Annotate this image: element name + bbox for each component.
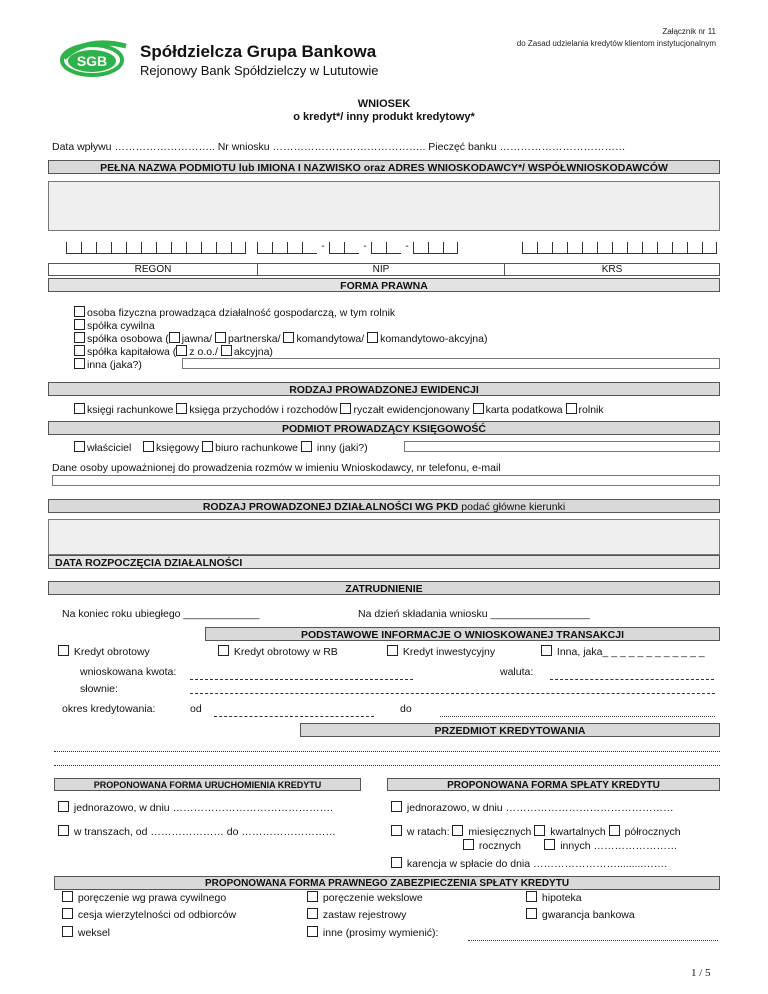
section-transaction: PODSTAWOWE INFORMACJE O WNIOSKOWANEJ TRANSAKCJI xyxy=(205,627,720,641)
section-disbursement: PROPONOWANA FORMA URUCHOMIENIA KREDYTU xyxy=(54,778,361,791)
sgb-logo-icon xyxy=(56,38,130,78)
sec-item-8 xyxy=(307,926,438,939)
rep-installments xyxy=(391,825,681,838)
sec-other-field[interactable] xyxy=(468,940,718,941)
records-checkbox-1[interactable] xyxy=(74,403,85,414)
credit-type-4-label: Inna, jaka_ _ _ _ _ _ _ _ _ _ _ _ xyxy=(556,646,705,658)
disb-once-checkbox[interactable] xyxy=(58,801,69,812)
records-checkbox-5[interactable] xyxy=(566,403,577,414)
authorized-label: Dane osoby upoważnionej do prowadzenia rozmów w imieniu Wnioskodawcy, nr telefonu, e-mail xyxy=(52,462,501,474)
words-field[interactable] xyxy=(190,693,715,694)
form-subtitle: o kredyt*/ inny produkt kredytowy* xyxy=(293,111,475,123)
sec-checkbox-7[interactable] xyxy=(62,926,73,937)
bank-name: Spółdzielcza Grupa Bankowa xyxy=(140,42,377,61)
annex-note xyxy=(517,26,716,50)
sec-label-7: weksel xyxy=(77,927,111,939)
sec-label-3: hipoteka xyxy=(541,892,582,904)
rep-installments-checkbox[interactable] xyxy=(391,825,402,836)
legal-f4-label: spółka kapitałowa ( xyxy=(87,346,177,358)
rep-quarterly-label: kwartalnych xyxy=(550,826,606,838)
credit-type-4 xyxy=(541,645,705,658)
logo-text: SGB xyxy=(76,53,108,69)
accounting-label-2: księgowy xyxy=(156,442,200,454)
records-checkbox-4[interactable] xyxy=(473,403,484,414)
regon-label: REGON xyxy=(49,264,258,275)
komandytowa-checkbox[interactable] xyxy=(283,332,294,343)
disb-once-label: jednorazowo, w dniu ………………………………………. xyxy=(73,802,333,814)
akcyjna-checkbox[interactable] xyxy=(221,345,232,356)
rep-other-checkbox[interactable] xyxy=(544,839,555,850)
legal-f4-checkbox[interactable] xyxy=(74,345,85,356)
rep-monthly-label: miesięcznych xyxy=(468,826,532,838)
section-accounting: PODMIOT PROWADZĄCY KSIĘGOWOŚĆ xyxy=(48,421,720,435)
ska-checkbox[interactable] xyxy=(367,332,378,343)
rep-installments-label: w ratach: xyxy=(406,826,450,838)
section-subject: PRZEDMIOT KREDYTOWANIA xyxy=(300,723,720,737)
rep-once xyxy=(391,801,674,814)
credit-type-2 xyxy=(218,645,338,658)
legal-f5-checkbox[interactable] xyxy=(74,358,85,369)
applicant-field[interactable] xyxy=(48,181,720,231)
rep-grace-label: karencja w spłacie do dnia …………………….........……. xyxy=(406,858,668,870)
records-label-1: księgi rachunkowe xyxy=(87,404,174,416)
records-checkbox-2[interactable] xyxy=(176,403,187,414)
rep-once-checkbox[interactable] xyxy=(391,801,402,812)
subject-line-2[interactable] xyxy=(54,765,720,766)
legal-f1-checkbox[interactable] xyxy=(74,306,85,317)
disb-tranches-checkbox[interactable] xyxy=(58,825,69,836)
rep-installments-2 xyxy=(463,839,677,852)
rep-monthly-checkbox[interactable] xyxy=(452,825,463,836)
subject-line-1[interactable] xyxy=(54,751,720,752)
records-label-5: rolnik xyxy=(578,404,604,416)
id-labels xyxy=(48,263,720,276)
sec-item-1 xyxy=(62,891,226,904)
accounting-checkbox-2[interactable] xyxy=(143,441,154,452)
section-records: RODZAJ PROWADZONEJ EWIDENCJI xyxy=(48,382,720,396)
legal-f5-label: inna (jaka?) xyxy=(87,359,142,371)
records-label-3: ryczałt ewidencjonowany xyxy=(353,404,470,416)
section-legal-form: FORMA PRAWNA xyxy=(48,278,720,292)
rep-grace xyxy=(391,857,667,870)
accounting-checkbox-4[interactable] xyxy=(301,441,312,452)
akcyjna-label: akcyjna) xyxy=(233,346,273,358)
employment-end-year: Na koniec roku ubiegłego _____________ xyxy=(62,608,260,620)
annex-line-2: do Zasad udzielania kredytów klientom instytucjonalnym xyxy=(516,39,716,48)
nip-label: NIP xyxy=(258,264,505,275)
records-checkbox-3[interactable] xyxy=(340,403,351,414)
credit-type-3-checkbox[interactable] xyxy=(387,645,398,656)
period-from-field[interactable] xyxy=(214,716,374,717)
credit-type-2-label: Kredyt obrotowy w RB xyxy=(233,646,338,658)
credit-type-1-label: Kredyt obrotowy xyxy=(73,646,150,658)
employment-on-date: Na dzień składania wniosku _________________ xyxy=(358,608,590,620)
partnerska-label: partnerska/ xyxy=(228,333,284,345)
legal-f2-checkbox[interactable] xyxy=(74,319,85,330)
sec-label-8: inne (prosimy wymienić): xyxy=(322,927,439,939)
records-label-2: księga przychodów i rozchodów xyxy=(189,404,338,416)
accounting-options xyxy=(74,441,368,454)
rep-quarterly-checkbox[interactable] xyxy=(534,825,545,836)
pkd-field[interactable] xyxy=(48,519,720,555)
rep-grace-checkbox[interactable] xyxy=(391,857,402,868)
section-start-date: DATA ROZPOCZĘCIA DZIAŁALNOŚCI xyxy=(48,555,720,569)
credit-type-2-checkbox[interactable] xyxy=(218,645,229,656)
sec-item-4 xyxy=(62,908,236,921)
disb-once xyxy=(58,801,333,814)
section-pkd xyxy=(48,499,720,513)
section-applicant: PEŁNA NAZWA PODMIOTU lub IMIONA I NAZWISKO oraz ADRES WNIOSKODAWCY*/ WSPÓŁWNIOSKODAWCÓW xyxy=(48,160,720,174)
jawna-checkbox[interactable] xyxy=(169,332,180,343)
rep-annual-label: rocznych xyxy=(478,840,521,852)
nip-cells[interactable]: - - - xyxy=(257,242,458,254)
ska-label: komandytowo-akcyjna) xyxy=(380,333,488,345)
sec-checkbox-6[interactable] xyxy=(526,908,537,919)
jawna-label: jawna/ xyxy=(181,333,215,345)
period-from-label: od xyxy=(190,703,202,715)
zoo-checkbox[interactable] xyxy=(176,345,187,356)
krs-cells[interactable] xyxy=(522,242,717,254)
sec-item-3 xyxy=(526,891,582,904)
section-security: PROPONOWANA FORMA PRAWNEGO ZABEZPIECZENIA SPŁATY KREDYTU xyxy=(54,876,720,890)
pkd-title: RODZAJ PROWADZONEJ DZIAŁALNOŚCI WG PKD xyxy=(202,501,459,513)
sec-checkbox-5[interactable] xyxy=(307,908,318,919)
period-to-label: do xyxy=(400,703,412,715)
legal-f2-label: spółka cywilna xyxy=(87,320,155,332)
words-label: słownie: xyxy=(80,683,118,695)
records-options xyxy=(74,403,604,416)
disb-tranches xyxy=(58,825,336,838)
section-employment: ZATRUDNIENIE xyxy=(48,581,720,595)
annex-line-1: Załącznik nr 11 xyxy=(662,27,716,36)
form-title: WNIOSEK xyxy=(357,98,411,110)
records-label-4: karta podatkowa xyxy=(485,404,563,416)
bank-branch: Rejonowy Bank Spółdzielczy w Lututowie xyxy=(140,63,379,78)
amount-field[interactable] xyxy=(190,679,413,680)
sec-item-5 xyxy=(307,908,406,921)
legal-other-field[interactable] xyxy=(182,358,720,369)
accounting-other-field[interactable] xyxy=(404,441,720,452)
sec-item-7 xyxy=(62,926,110,939)
sec-checkbox-4[interactable] xyxy=(62,908,73,919)
sec-label-4: cesja wierzytelności od odbiorców xyxy=(77,909,237,921)
credit-type-4-checkbox[interactable] xyxy=(541,645,552,656)
currency-label: waluta: xyxy=(500,666,534,678)
sec-label-6: gwarancja bankowa xyxy=(541,909,635,921)
sec-checkbox-1[interactable] xyxy=(62,891,73,902)
rep-once-label: jednorazowo, w dniu ………………………………………… xyxy=(406,802,674,814)
page-number: 1 / 5 xyxy=(691,967,711,979)
zoo-label: z o.o./ xyxy=(189,346,221,358)
accounting-label-4: inny (jaki?) xyxy=(313,442,368,454)
section-repayment: PROPONOWANA FORMA SPŁATY KREDYTU xyxy=(387,778,720,791)
sec-item-6 xyxy=(526,908,635,921)
accounting-label-1: właściciel xyxy=(87,442,132,454)
legal-f3-label: spółka osobowa ( xyxy=(87,333,169,345)
amount-label: wnioskowana kwota: xyxy=(80,666,177,678)
sec-checkbox-2[interactable] xyxy=(307,891,318,902)
komandytowa-label: komandytowa/ xyxy=(296,333,368,345)
partnerska-checkbox[interactable] xyxy=(215,332,226,343)
pkd-note: podać główne kierunki xyxy=(458,501,566,513)
authorized-field[interactable] xyxy=(52,475,720,486)
accounting-checkbox-1[interactable] xyxy=(74,441,85,452)
sec-label-5: zastaw rejestrowy xyxy=(322,909,407,921)
accounting-label-3: biuro rachunkowe xyxy=(215,442,299,454)
legal-f1-label: osoba fizyczna prowadząca działalność gospodarczą, w tym rolnik xyxy=(87,307,396,319)
regon-cells[interactable] xyxy=(66,242,246,254)
period-to-field[interactable] xyxy=(440,716,715,717)
credit-type-3 xyxy=(387,645,495,658)
rep-semiannual-checkbox[interactable] xyxy=(609,825,620,836)
disb-tranches-label: w transzach, od ………………… do ……………………… xyxy=(73,826,336,838)
legal-f3-checkbox[interactable] xyxy=(74,332,85,343)
rep-other-label: innych …………………… xyxy=(560,840,678,852)
period-label: okres kredytowania: xyxy=(62,703,156,715)
sec-label-2: poręczenie wekslowe xyxy=(322,892,423,904)
krs-label: KRS xyxy=(601,264,623,275)
sec-item-2 xyxy=(307,891,423,904)
credit-type-3-label: Kredyt inwestycyjny xyxy=(402,646,496,658)
intake-line: Data wpływu ……………………….. Nr wniosku …………………………………….. Pieczęć banku ……………………………… xyxy=(52,141,626,153)
accounting-checkbox-3[interactable] xyxy=(202,441,213,452)
currency-field[interactable] xyxy=(550,679,714,680)
credit-type-1-checkbox[interactable] xyxy=(58,645,69,656)
credit-type-1 xyxy=(58,645,150,658)
rep-semiannual-label: półrocznych xyxy=(624,826,681,838)
sec-label-1: poręczenie wg prawa cywilnego xyxy=(77,892,227,904)
sec-checkbox-8[interactable] xyxy=(307,926,318,937)
sec-checkbox-3[interactable] xyxy=(526,891,537,902)
rep-annual-checkbox[interactable] xyxy=(463,839,474,850)
